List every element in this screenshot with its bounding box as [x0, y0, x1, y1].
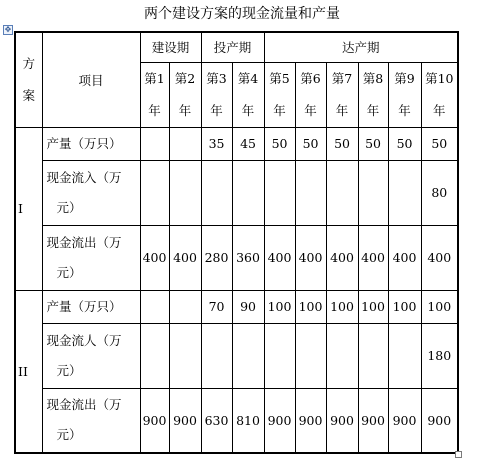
table-cell — [232, 160, 264, 225]
table-cell: 900 — [388, 388, 421, 453]
table-cell — [169, 160, 201, 225]
table-cell: 50 — [326, 127, 358, 160]
table-cell: 400 — [169, 225, 201, 290]
row-label: 产量（万只） — [42, 127, 140, 160]
table-cell: 100 — [264, 290, 295, 323]
table-cell: 900 — [264, 388, 295, 453]
table-cell: 400 — [264, 225, 295, 290]
table-cell: 50 — [264, 127, 295, 160]
table-cell: 900 — [169, 388, 201, 453]
table-cell: 400 — [140, 225, 169, 290]
table-cell: 100 — [326, 290, 358, 323]
plan-label: I — [15, 127, 42, 290]
table-cell — [140, 160, 169, 225]
table-row — [15, 160, 458, 225]
table-cell — [388, 160, 421, 225]
table-cell — [201, 160, 232, 225]
table-cell — [201, 323, 232, 388]
table-cell — [326, 160, 358, 225]
table-cell: 45 — [232, 127, 264, 160]
table-cell — [169, 323, 201, 388]
table-cell — [326, 323, 358, 388]
table-cell — [295, 160, 326, 225]
table-cell: 360 — [232, 225, 264, 290]
header-year-8: 第8 年 — [358, 62, 388, 127]
table-cell — [140, 323, 169, 388]
table-cell: 630 — [201, 388, 232, 453]
table-cell: 400 — [295, 225, 326, 290]
table-row — [15, 388, 458, 453]
header-year-10: 第10 年 — [421, 62, 458, 127]
table-cell: 400 — [358, 225, 388, 290]
table-cell: 280 — [201, 225, 232, 290]
header-year-7: 第7 年 — [326, 62, 358, 127]
table-cell — [358, 160, 388, 225]
row-label: 现金流出（万 元） — [42, 225, 140, 290]
table-cell: 900 — [326, 388, 358, 453]
table-title: 两个建设方案的现金流量和产量 — [144, 6, 340, 22]
table-cell: 900 — [140, 388, 169, 453]
table-cell — [169, 127, 201, 160]
header-phase-full: 达产期 — [264, 32, 458, 62]
header-year-6: 第6 年 — [295, 62, 326, 127]
table-cell: 100 — [358, 290, 388, 323]
table-move-handle-icon[interactable]: ✥ — [4, 25, 12, 34]
table-cell — [264, 160, 295, 225]
table-cell — [295, 323, 326, 388]
header-year-4: 第4 年 — [232, 62, 264, 127]
table-cell — [264, 323, 295, 388]
table-cell: 900 — [358, 388, 388, 453]
table-cell: 70 — [201, 290, 232, 323]
header-year-1: 第1 年 — [140, 62, 169, 127]
table-cell: 900 — [421, 388, 458, 453]
plan-label: II — [15, 290, 42, 453]
table-cell: 900 — [295, 388, 326, 453]
table-row — [15, 127, 458, 160]
table-row — [15, 225, 458, 290]
table-cell: 80 — [421, 160, 458, 225]
table-row — [15, 290, 458, 323]
table-cell: 50 — [388, 127, 421, 160]
table-cell: 100 — [388, 290, 421, 323]
table-cell: 50 — [295, 127, 326, 160]
table-cell: 50 — [421, 127, 458, 160]
header-year-5: 第5 年 — [264, 62, 295, 127]
header-year-2: 第2 年 — [169, 62, 201, 127]
row-label: 现金流人（万 元） — [42, 323, 140, 388]
header-fangan: 方 案 — [15, 32, 42, 127]
table-cell — [232, 323, 264, 388]
table-cell: 810 — [232, 388, 264, 453]
table-row — [15, 323, 458, 388]
table-cell: 400 — [421, 225, 458, 290]
table-cell — [388, 323, 421, 388]
table-cell: 180 — [421, 323, 458, 388]
header-phase-build: 建设期 — [140, 32, 201, 62]
header-year-3: 第3 年 — [201, 62, 232, 127]
table-cell: 100 — [421, 290, 458, 323]
table-resize-handle[interactable] — [455, 451, 462, 458]
table-cell — [140, 127, 169, 160]
header-phase-startup: 投产期 — [201, 32, 264, 62]
row-label: 现金流出（万 元） — [42, 388, 140, 453]
table-cell — [140, 290, 169, 323]
header-xiangmu: 项目 — [42, 32, 140, 127]
table-cell: 90 — [232, 290, 264, 323]
cash-flow-table — [14, 31, 459, 454]
table-cell: 400 — [326, 225, 358, 290]
row-label: 现金流入（万 元） — [42, 160, 140, 225]
table-cell: 35 — [201, 127, 232, 160]
table-cell: 100 — [295, 290, 326, 323]
table-cell — [169, 290, 201, 323]
header-year-9: 第9 年 — [388, 62, 421, 127]
table-cell — [358, 323, 388, 388]
row-label: 产量（万只） — [42, 290, 140, 323]
table-cell: 400 — [388, 225, 421, 290]
table-cell: 50 — [358, 127, 388, 160]
